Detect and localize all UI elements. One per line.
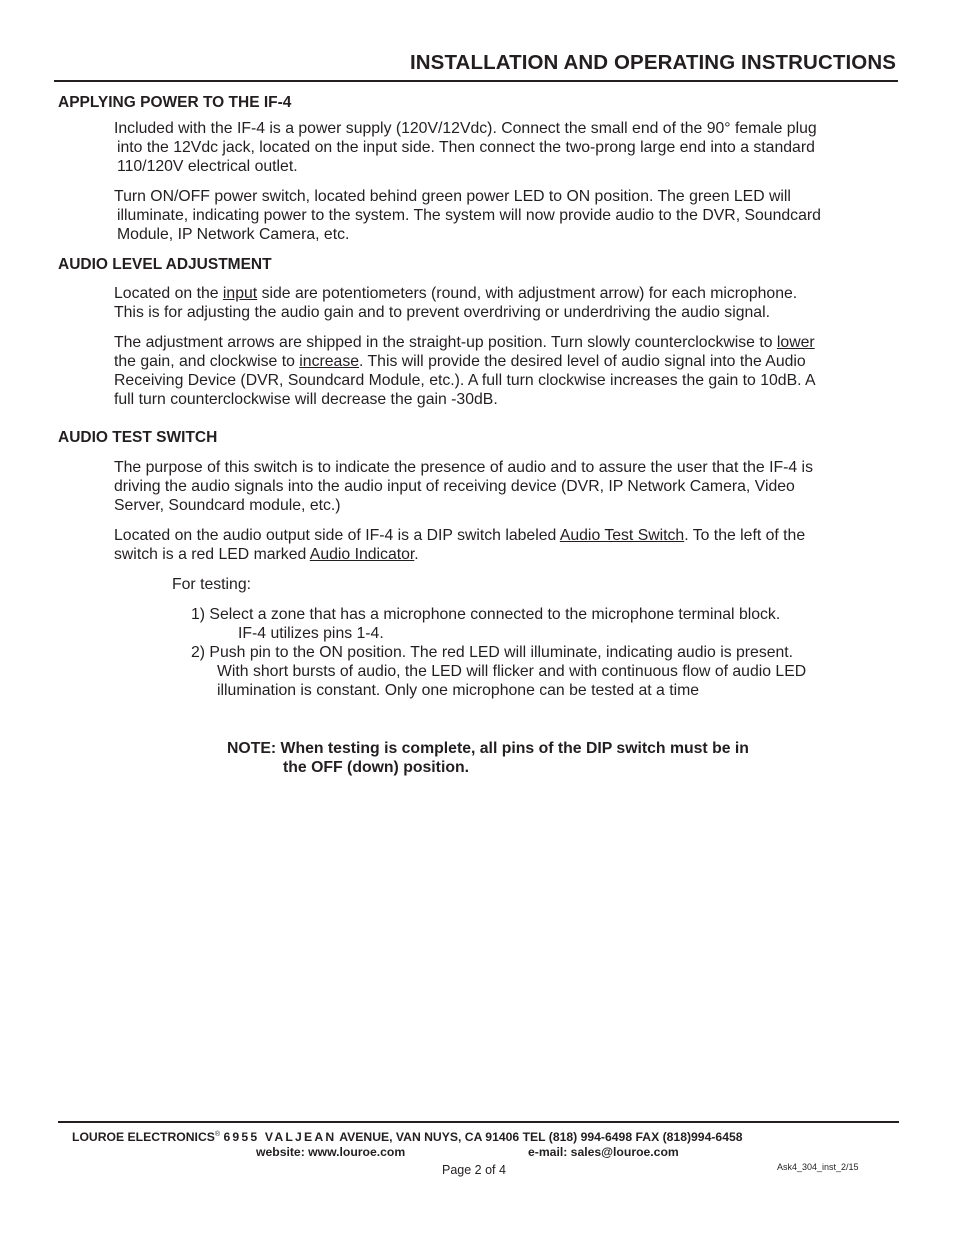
heading-applying-power: APPLYING POWER TO THE IF-4 (58, 94, 292, 111)
text: Located on the audio output side of IF-4 is a DIP switch labeled (114, 527, 560, 544)
text-line: Included with the IF-4 is a power supply (120V/12Vdc). Connect the small end of the 90° female plug (114, 120, 817, 137)
registered-mark: ® (214, 1130, 221, 1138)
note-block (227, 739, 749, 777)
underlined-input: input (222, 285, 258, 302)
text: the gain, and clockwise to (114, 353, 300, 370)
address-contact: AVENUE, VAN NUYS, CA 91406 TEL (818) 994-6498 FAX (818)994-6458 (336, 1130, 743, 1144)
underlined-audio-indicator: Audio Indicator (309, 546, 415, 563)
text: . This will provide the desired level of audio signal into the Audio (359, 353, 806, 370)
text: . To the left of the (684, 527, 806, 544)
street-address: 6955 VALJEAN (223, 1130, 337, 1144)
note-line: the OFF (down) position. (283, 759, 470, 776)
underlined-lower: lower (776, 334, 815, 351)
text-line: driving the audio signals into the audio input of receiving device (DVR, IP Network Camera, Video (114, 478, 795, 495)
text: side are potentiometers (round, with adjustment arrow) for each microphone. (257, 285, 798, 302)
document-code: Ask4_304_inst_2/15 (777, 1162, 859, 1172)
step-1: 1) Select a zone that has a microphone connected to the microphone terminal block. (191, 606, 781, 623)
text-line: Server, Soundcard module, etc.) (114, 497, 341, 514)
note-line: NOTE: When testing is complete, all pins of the DIP switch must be in (227, 740, 749, 757)
text-line: Turn ON/OFF power switch, located behind green power LED to ON position. The green LED will (114, 188, 791, 205)
page-number: Page 2 of 4 (442, 1163, 506, 1177)
text: Located on the (114, 285, 223, 302)
testing-steps (191, 605, 806, 700)
text-line: Receiving Device (DVR, Soundcard Module, etc.). A full turn clockwise increases the gain to 10dB. A (114, 372, 816, 389)
for-testing-label: For testing: (172, 576, 252, 593)
heading-audio-level: AUDIO LEVEL ADJUSTMENT (58, 256, 272, 273)
heading-audio-test-switch: AUDIO TEST SWITCH (58, 429, 218, 446)
step-2-detail: With short bursts of audio, the LED will flicker and with continuous flow of audio LED (217, 663, 807, 680)
step-2: 2) Push pin to the ON position. The red LED will illuminate, indicating audio is present. (191, 644, 794, 661)
text: The adjustment arrows are shipped in the straight-up position. Turn slowly counterclockwise to (114, 334, 777, 351)
text-line: Module, IP Network Camera, etc. (117, 226, 350, 243)
step-1-detail: IF-4 utilizes pins 1-4. (238, 625, 384, 642)
text-line: 110/120V electrical outlet. (117, 158, 298, 175)
text-line: The purpose of this switch is to indicate the presence of audio and to assure the user that the IF-4 is (114, 459, 813, 476)
paragraph-switch-purpose (114, 458, 904, 515)
paragraph-adjustment-arrows (114, 333, 904, 409)
header-rule (54, 80, 898, 82)
underlined-audio-test-switch: Audio Test Switch (559, 527, 685, 544)
step-2-detail: illumination is constant. Only one microphone can be tested at a time (217, 682, 700, 699)
text: switch is a red LED marked (114, 546, 310, 563)
footer-address-line (72, 1130, 743, 1144)
text: . (414, 546, 419, 563)
company-name: LOUROE ELECTRONICS (72, 1130, 215, 1144)
text-line: This is for adjusting the audio gain and to prevent overdriving or underdriving the audio signal. (114, 304, 770, 321)
page-title: INSTALLATION AND OPERATING INSTRUCTIONS (409, 51, 896, 74)
paragraph-potentiometers (114, 284, 904, 322)
footer-rule (58, 1121, 899, 1123)
text-line: into the 12Vdc jack, located on the input side. Then connect the two-prong large end into a standard (117, 139, 815, 156)
paragraph-power-supply (114, 119, 904, 176)
footer-email: e-mail: sales@louroe.com (528, 1145, 679, 1159)
text-line: full turn counterclockwise will decrease the gain -30dB. (114, 391, 498, 408)
footer-website: website: www.louroe.com (256, 1145, 406, 1159)
paragraph-dip-switch (114, 526, 904, 564)
paragraph-power-switch (114, 187, 904, 244)
underlined-increase: increase (299, 353, 360, 370)
text-line: illuminate, indicating power to the system. The system will now provide audio to the DVR, Soundcard (117, 207, 821, 224)
